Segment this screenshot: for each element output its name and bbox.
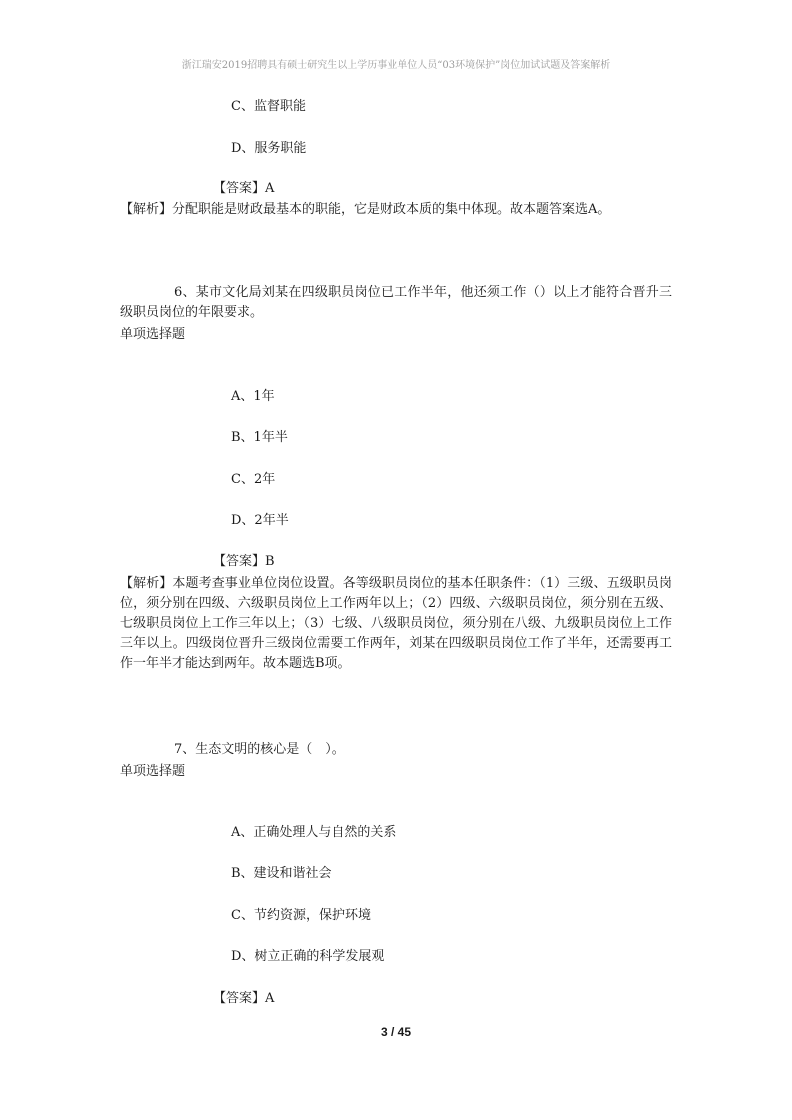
q7-option-a: A、正确处理人与自然的关系 [231, 825, 397, 840]
page-number: 3 / 45 [380, 1025, 412, 1039]
q7-type: 单项选择题 [120, 764, 186, 779]
q6-answer: 【答案】B [213, 554, 275, 569]
q5-answer: 【答案】A [213, 181, 275, 196]
page-header: 浙江瑞安2019招聘具有硕士研究生以上学历事业单位人员“03环境保护”岗位加试试题及答案解析 [181, 60, 611, 71]
q6-option-d: D、2年半 [231, 513, 289, 528]
q7-option-b: B、建设和谐社会 [231, 866, 332, 881]
q7-answer: 【答案】A [213, 991, 275, 1006]
q6-option-c: C、2年 [231, 472, 276, 487]
q6-type: 单项选择题 [120, 327, 186, 342]
q5-option-d: D、服务职能 [231, 141, 307, 156]
q6-option-b: B、1年半 [231, 430, 288, 445]
q6-analysis: 【解析】本题考查事业单位岗位设置。各等级职员岗位的基本任职条件：（1）三级、五级职员岗位，须分别在四级、六级职员岗位上工作两年以上；（2）四级、六级职员岗位，须分别在五级、七级职员岗位上工作三年以上；（3）七级、八级职员岗位，须分别在八级、九级职员岗位上工作三年以上。四级岗位晋升三级岗位需要工作两年，刘某在四级职员岗位工作了半年，还需要再工作一年半才能达到两年。故本题选B项。 [120, 576, 672, 671]
q5-option-c: C、监督职能 [231, 99, 306, 114]
q5-analysis: 【解析】分配职能是财政最基本的职能，它是财政本质的集中体现。故本题答案选A。 [120, 202, 611, 217]
q6-stem: 6、某市文化局刘某在四级职员岗位已工作半年，他还须工作（）以上才能符合晋升三级职员岗位的年限要求。 [120, 285, 672, 320]
q7-option-d: D、树立正确的科学发展观 [231, 949, 385, 964]
q6-option-a: A、1年 [231, 389, 275, 404]
q7-option-c: C、节约资源，保护环境 [231, 908, 371, 923]
q7-stem: 7、生态文明的核心是（ ）。 [174, 742, 345, 757]
